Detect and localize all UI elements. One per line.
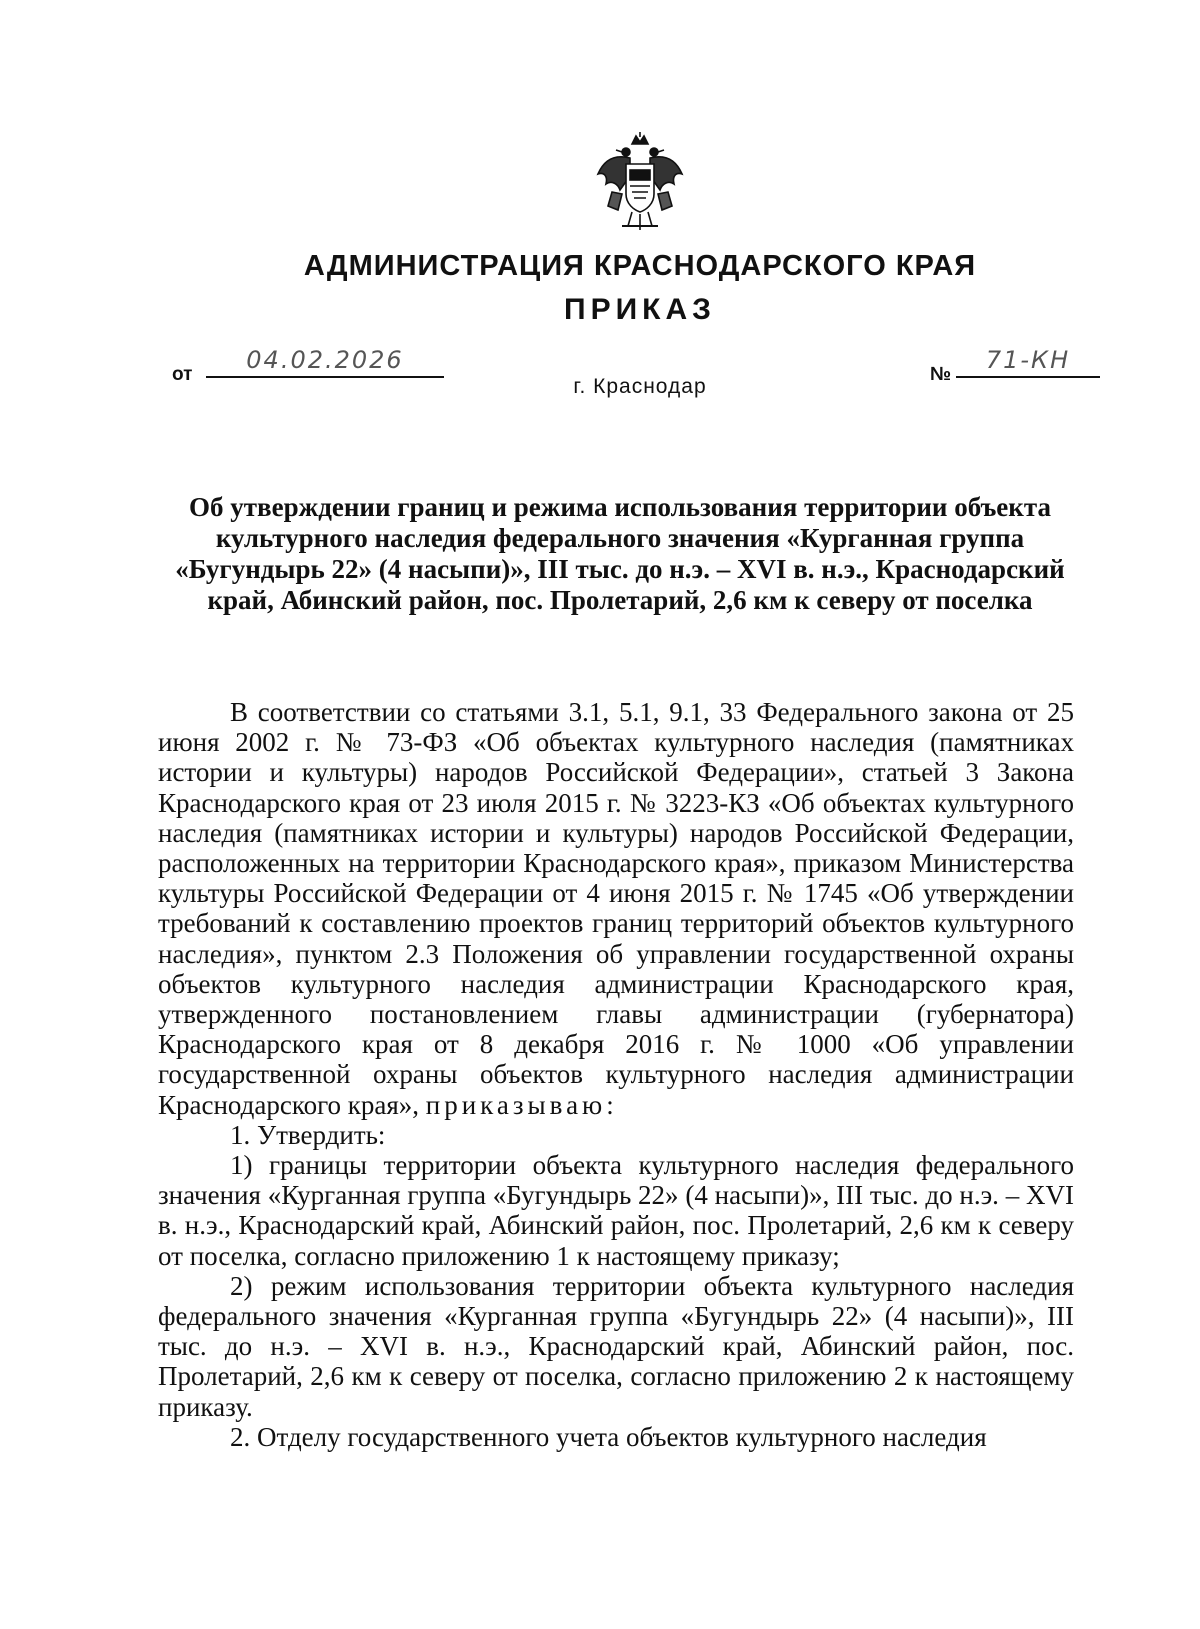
number-field: 71-КН bbox=[956, 346, 1100, 378]
date-field: 04.02.2026 bbox=[206, 346, 444, 378]
coat-of-arms-icon bbox=[592, 130, 688, 232]
item-1-2: 2) режим использования территории объекта культурного наследия федерального значения «Курганная группа «Бугундырь 22» (4 насыпи)», III тыс. до н.э. – XVI в. н.э., Краснодарский край, Абинский район, пос. Пролетарий, 2,6 км к северу от поселка, согласно приложению 2 к настоящему приказу. bbox=[158, 1270, 1074, 1422]
administration-heading: АДМИНИСТРАЦИЯ КРАСНОДАРСКОГО КРАЯ bbox=[303, 250, 977, 282]
item-1: 1. Утвердить: bbox=[230, 1119, 386, 1150]
preamble-text: В соответствии со статьями 3.1, 5.1, 9.1, 33 Федерального закона от 25 июня 2002 г. № 73-ФЗ «Об объектах культурного наследия (памятниках истории и культуры) народов Российской Федерации», статьей 3 Закона Краснодарского края от 23 июля 2015 г. № 3223-КЗ «Об объектах культурного наследия (памятниках истории и культуры) народов Российской Федерации, расположенных на территории Краснодарского края», приказом Министерства культуры Российской Федерации от 4 июня 2015 г. № 1745 «Об утверждении требований к составлению проектов границ территорий объектов культурного наследия», пунктом 2.3 Положения об управлении государственной охраны объектов культурного наследия администрации Краснодарского края, утвержденного постановлением главы администрации (губернатора) Краснодарского края от 8 декабря 2016 г. № 1000 «Об управлении государственной охраны объектов культурного наследия администрации Краснодарского края», bbox=[158, 697, 1074, 1120]
number-label: № bbox=[930, 364, 952, 385]
item-1-1: 1) границы территории объекта культурного наследия федерального значения «Курганная группа «Бугундырь 22» (4 насыпи)», III тыс. до н.э. – XVI в. н.э., Краснодарский край, Абинский район, пос. Пролетарий, 2,6 км к северу от поселка, согласно приложению 1 к настоящему приказу; bbox=[158, 1150, 1074, 1271]
preamble-paragraph bbox=[158, 697, 1074, 1120]
order-word: приказываю: bbox=[425, 1089, 618, 1120]
date-label: от bbox=[172, 364, 193, 385]
item-2: 2. Отделу государственного учета объектов культурного наследия bbox=[230, 1421, 987, 1452]
document-title: Об утверждении границ и режима использования территории объекта культурного наследия федерального значения «Курганная группа «Бугундырь 22» (4 насыпи)», III тыс. до н.э. – XVI в. н.э., Краснодарский край, Абинский район, пос. Пролетарий, 2,6 км к северу от поселка bbox=[175, 492, 1065, 615]
document-type-heading: ПРИКАЗ bbox=[564, 293, 716, 326]
city-label: г. Краснодар bbox=[573, 375, 707, 398]
document-body bbox=[158, 697, 1074, 1452]
